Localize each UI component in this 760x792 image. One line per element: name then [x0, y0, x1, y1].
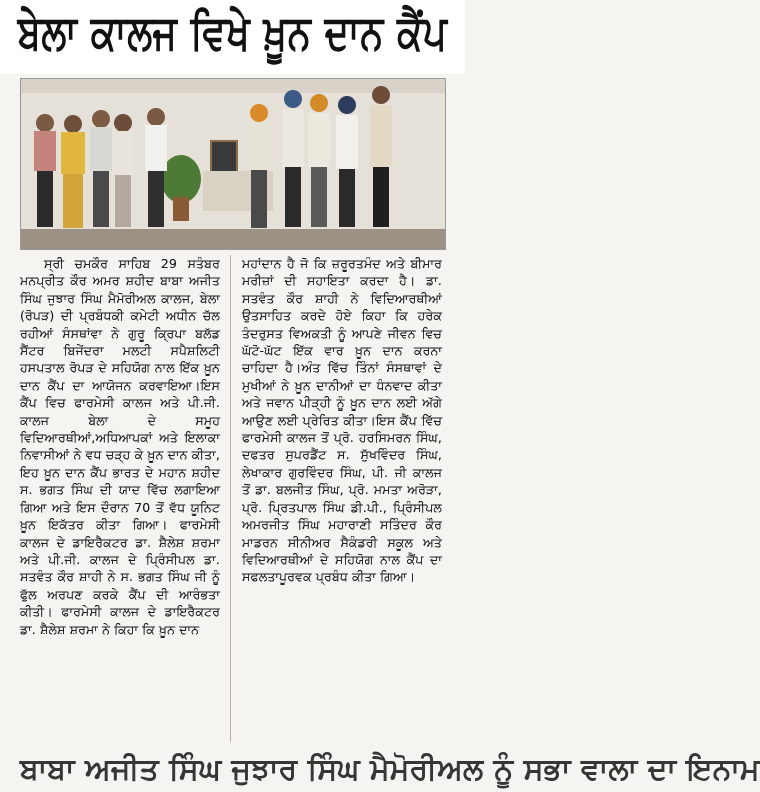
headline-text: ਬੇਲਾ ਕਾਲਜ ਵਿਖੇ ਖ਼ੂਨ ਦਾਨ ਕੈਂਪ	[17, 5, 448, 61]
article-column-left	[20, 255, 220, 638]
news-photo	[20, 78, 446, 250]
article-body	[20, 255, 446, 742]
headline	[0, 0, 465, 74]
article-paragraph-right: ਮਹਾਂਦਾਨ ਹੈ ਜੋ ਕਿ ਜ਼ਰੂਰਤਮੰਦ ਅਤੇ ਬੀਮਾਰ ਮਰੀਜ਼ਾਂ ਦੀ ਸਹਾਇਤਾ ਕਰਦਾ ਹੈ। ਡਾ. ਸਤਵੰਤ ਕੌਰ ਸ਼ਾਹੀ ਨੇ ਵਿਦਿਆਰਥੀਆਂ ਉਤਸਾਹਿਤ ਕਰਦੇ ਹੋਏ ਕਿਹਾ ਕਿ ਹਰੇਕ ਤੰਦਰੁਸਤ ਵਿਅਕਤੀ ਨੂੰ ਆਪਣੇ ਜੀਵਨ ਵਿਚ ਘੱਟੋ-ਘੱਟ ਇੱਕ ਵਾਰ ਖ਼ੂਨ ਦਾਨ ਕਰਨਾ ਚਾਹਿਦਾ ਹੈ।ਅੰਤ ਵਿੱਚ ਤਿੰਨਾਂ ਸੰਸਥਾਵਾਂ ਦੇ ਮੁਖੀਆਂ ਨੇ ਖ਼ੂਨ ਦਾਨੀਆਂ ਦਾ ਧੰਨਵਾਦ ਕੀਤਾ ਅਤੇ ਜਵਾਨ ਪੀੜ੍ਹੀ ਨੂੰ ਖ਼ੂਨ ਦਾਨ ਲਈ ਅੱਗੇ ਆਉਣ ਲਈ ਪ੍ਰੇਰਿਤ ਕੀਤਾ।ਇਸ ਕੈਂਪ ਵਿੱਚ ਫਾਰਮੇਸੀ ਕਾਲਜ ਤੋਂ ਪ੍ਰੋ. ਹਰਸਿਮਰਨ ਸਿੰਘ, ਦਫਤਰ ਸੁਪਰਡੈਂਟ ਸ. ਸੁੱਖਵਿੰਦਰ ਸਿੰਘ, ਲੇਖਾਕਾਰ ਗੁਰਵਿੰਦਰ ਸਿੰਘ, ਪੀ. ਜੀ ਕਾਲਜ ਤੋਂ ਡਾ. ਬਲਜੀਤ ਸਿੰਘ, ਪ੍ਰੋ. ਮਮਤਾ ਅਰੋੜਾ, ਪ੍ਰੋ. ਪ੍ਰਿਤਪਾਲ ਸਿੰਘ ਡੀ.ਪੀ., ਪ੍ਰਿੰਸੀਪਲ ਅਮਰਜੀਤ ਸਿੰਘ ਮਹਾਰਾਣੀ ਸਤਿੰਦਰ ਕੌਰ ਮਾਡਰਨ ਸੀਨੀਅਰ ਸੈਕੰਡਰੀ ਸਕੂਲ ਅਤੇ ਵਿਦਿਆਰਥੀਆਂ ਦੇ ਸਹਿਯੋਗ ਨਾਲ ਕੈਂਪ ਦਾ ਸਫਲਤਾਪੂਰਵਕ ਪ੍ਰਬੰਧ ਕੀਤਾ ਗਿਆ।	[242, 256, 442, 585]
group-photo-image	[21, 79, 445, 249]
column-divider	[230, 255, 231, 742]
article-paragraph-left: ਸ੍ਰੀ ਚਮਕੌਰ ਸਾਹਿਬ 29 ਸਤੰਬਰ ਮਨਪ੍ਰੀਤ ਕੌਰ ਅਮਰ ਸ਼ਹੀਦ ਬਾਬਾ ਅਜੀਤ ਸਿੰਘ ਜੁਝਾਰ ਸਿੰਘ ਮੈਮੋਰੀਅਲ ਕਾਲਜ, ਬੇਲਾ (ਰੋਪੜ) ਦੀ ਪ੍ਰਬੰਧਕੀ ਕਮੇਟੀ ਅਧੀਨ ਚੱਲ ਰਹੀਆਂ ਸੰਸਥਾਂਵਾ ਨੇ ਗੁਰੂ ਕ੍ਰਿਪਾ ਬਲੱਡ ਸੈਂਟਰ ਬਿਜੇਂਦਰਾ ਮਲਟੀ ਸਪੈਸ਼ਲਿਟੀ ਹਸਪਤਾਲ ਰੋਪੜ ਦੇ ਸਹਿਯੋਗ ਨਾਲ ਇੱਕ ਖ਼ੂਨ ਦਾਨ ਕੈਂਪ ਦਾ ਆਯੋਜਨ ਕਰਵਾਇਆ।ਇਸ ਕੈਂਪ ਵਿਚ ਫਾਰਮੇਸੀ ਕਾਲਜ ਅਤੇ ਪੀ.ਜੀ. ਕਾਲਜ ਬੇਲਾ ਦੇ ਸਮੂਹ ਵਿਦਿਆਰਥੀਆਂ,ਅਧਿਆਪਕਾਂ ਅਤੇ ਇਲਾਕਾ ਨਿਵਾਸੀਆਂ ਨੇ ਵਧ ਚੜ੍ਹ ਕੇ ਖ਼ੂਨ ਦਾਨ ਕੀਤਾ, ਇਹ ਖ਼ੂਨ ਦਾਨ ਕੈਂਪ ਭਾਰਤ ਦੇ ਮਹਾਨ ਸ਼ਹੀਦ ਸ. ਭਗਤ ਸਿੰਘ ਦੀ ਯਾਦ ਵਿੱਚ ਲਗਾਇਆ ਗਿਆ ਅਤੇ ਇਸ ਦੌਰਾਨ 70 ਤੋਂ ਵੱਧ ਯੂਨਿਟ ਖ਼ੂਨ ਇਕੱਤਰ ਕੀਤਾ ਗਿਆ। ਫਾਰਮੇਸੀ ਕਾਲਜ ਦੇ ਡਾਇਰੈਕਟਰ ਡਾ. ਸ਼ੈਲੇਸ਼ ਸ਼ਰਮਾ ਅਤੇ ਪੀ.ਜੀ. ਕਾਲਜ ਦੇ ਪ੍ਰਿੰਸੀਪਲ ਡਾ. ਸਤਵੰਤ ਕੌਰ ਸ਼ਾਹੀ ਨੇ ਸ. ਭਗਤ ਸਿੰਘ ਜੀ ਨੂੰ ਫੁੱਲ ਅਰਪਣ ਕਰਕੇ ਕੈਂਪ ਦੀ ਆਰੰਭਤਾ ਕੀਤੀ। ਫਾਰਮੇਸੀ ਕਾਲਜ ਦੇ ਡਾਇਰੈਕਟਰ ਡਾ. ਸ਼ੈਲੇਸ਼ ਸ਼ਰਮਾ ਨੇ ਕਿਹਾ ਕਿ ਖ਼ੂਨ ਦਾਨ	[20, 256, 220, 637]
next-headline-text: ਬਾਬਾ ਅਜੀਤ ਸਿੰਘ ਜੁਝਾਰ ਸਿੰਘ ਮੈਮੋਰੀਅਲ ਨੂੰ ਸਭਾ ਵਾਲਾ ਦਾ ਇਨਾਮ	[20, 752, 760, 787]
article-column-right	[242, 255, 442, 586]
next-headline	[20, 752, 760, 792]
